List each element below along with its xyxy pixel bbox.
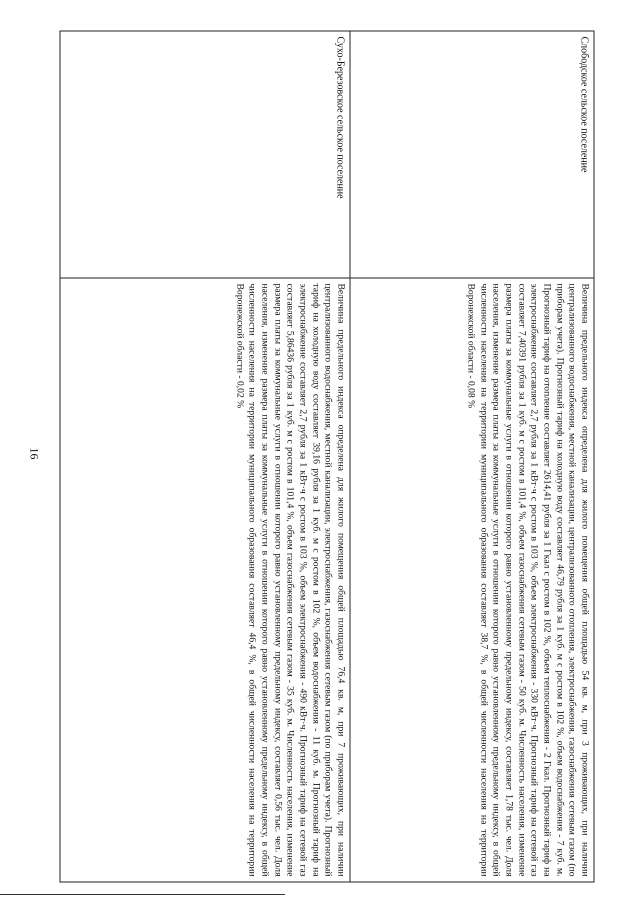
table-container — [60, 30, 594, 882]
page-number: 16 — [27, 447, 42, 460]
settlement-name-cell: Слободское сельское поселение — [350, 31, 594, 278]
table-row — [350, 31, 594, 882]
tariff-index-table — [60, 31, 595, 883]
description-cell: Величина предельного индекса определена для жилого помещения общей площадью 76,4 кв. м, при 7 проживающих, при наличии централизованного водоснабжения, местной канализации, электроснабжения, газоснабжения сетевым газом (по приборам учета). Прогнозный тариф на холодную воду составляет 39,16 рубля за 1 куб. м с ростом в 102 %, объем водоснабжения - 11 куб. м. Прогнозный тариф на электроснабжение составляет 2,7 рубля за 1 кВт·ч с ростом в 103 %, объем электроснабжения - 490 кВт·ч. Прогнозный тариф на сетевой газ составляет 5,86436 рубля за 1 куб. м с ростом в 101,4 %, объем газоснабжения сетевым газом - 35 куб. м. Численность населения, изменение размера платы за коммунальные услуги в отношении которого равно установленному предельному индексу, составляет 0,56 тыс. чел. Доля населения, изменение размера платы за коммунальные услуги в отношении которого равно установленному предельному индексу, в общей численности населения на территории муниципального образования составляет 46,4 %, в общей численности населения на территории Воронежской области - 0,02 % — [60, 278, 350, 882]
settlement-name-cell: Сухо-Березовское сельское поселение — [60, 31, 350, 278]
footer-rule — [0, 894, 285, 895]
description-cell: Величина предельного индекса определена для жилого помещения общей площадью 54 кв. м, при 3 проживающих, при наличии централизованного водоснабжения, местной канализации, централизованного отопления, электроснабжения, газоснабжения сетевым газом (по приборам учета). Прогнозный тариф на холодную воду составляет 46,79 рубля за 1 куб. м с ростом в 102 %, объем водоснабжения - 7 куб. м. Прогнозный тариф на отопление составляет 2614,41 рубля за 1 Гкал с ростом в 102 %, объем теплоснабжения - 2 Гкал. Прогнозный тариф на электроснабжение составляет 2,7 рубля за 1 кВт·ч с ростом в 103 %, объем электроснабжения - 330 кВт·ч. Прогнозный тариф на сетевой газ составляет 7,40391 рубля за 1 куб. м с ростом в 101,4 %, объем газоснабжения сетевым газом - 50 куб. м. Численность населения, изменение размера платы за коммунальные услуги в отношении которого равно установленному предельному индексу, составляет 1,78 тыс. чел. Доля населения, изменение размера платы за коммунальные услуги в отношении которого равно установленному предельному индексу, в общей численности населения на территории муниципального образования составляет 38,7 %, в общей численности населения на территории Воронежской области - 0,08 % — [350, 278, 594, 882]
table-row — [60, 31, 350, 882]
